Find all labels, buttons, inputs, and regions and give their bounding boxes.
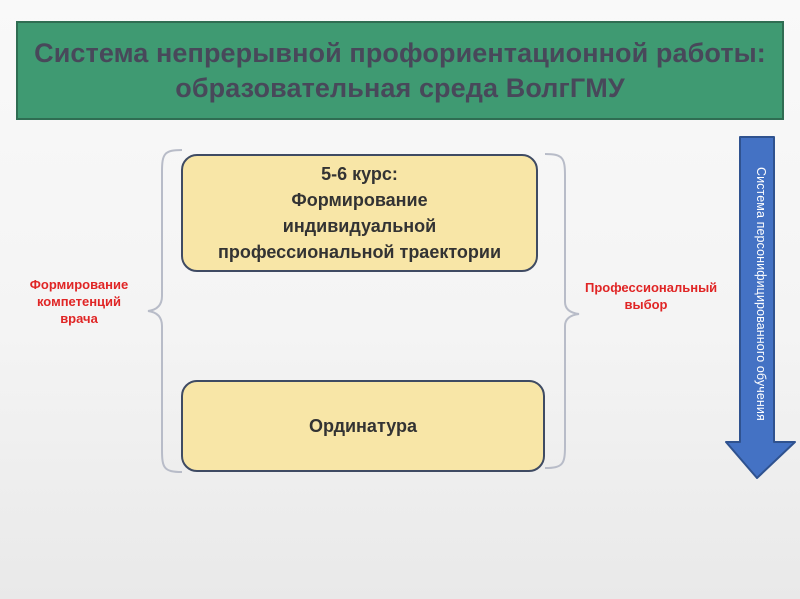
left-label-line-3: врача [60, 311, 98, 326]
arrow-text: Система персонифицированного обучения [754, 167, 768, 421]
right-label [585, 279, 718, 313]
course-5-6-box [181, 154, 538, 272]
residency-label: Ординатура [309, 416, 417, 436]
course-5-6-line-4: профессиональной траектории [217, 242, 502, 262]
left-label-line-2: компетенций [36, 294, 122, 309]
title-line-2: образовательная среда ВолгГМУ [175, 72, 625, 103]
left-label [14, 276, 144, 327]
personalized-learning-arrow [724, 136, 800, 480]
left-label-line-1: Формирование [29, 277, 129, 292]
residency-box [181, 380, 545, 472]
title-line-1: Система непрерывной профориентационной работы: [34, 37, 766, 68]
left-brace [144, 148, 184, 474]
course-5-6-line-3: индивидуальной [282, 216, 437, 236]
course-5-6-line-2: Формирование [291, 190, 428, 210]
right-label-line-1: Профессиональный [585, 280, 718, 295]
right-label-line-2: выбор [624, 297, 668, 312]
course-5-6-line-1: 5-6 курс: [321, 164, 398, 184]
title-banner [16, 21, 784, 120]
right-brace [543, 152, 583, 470]
